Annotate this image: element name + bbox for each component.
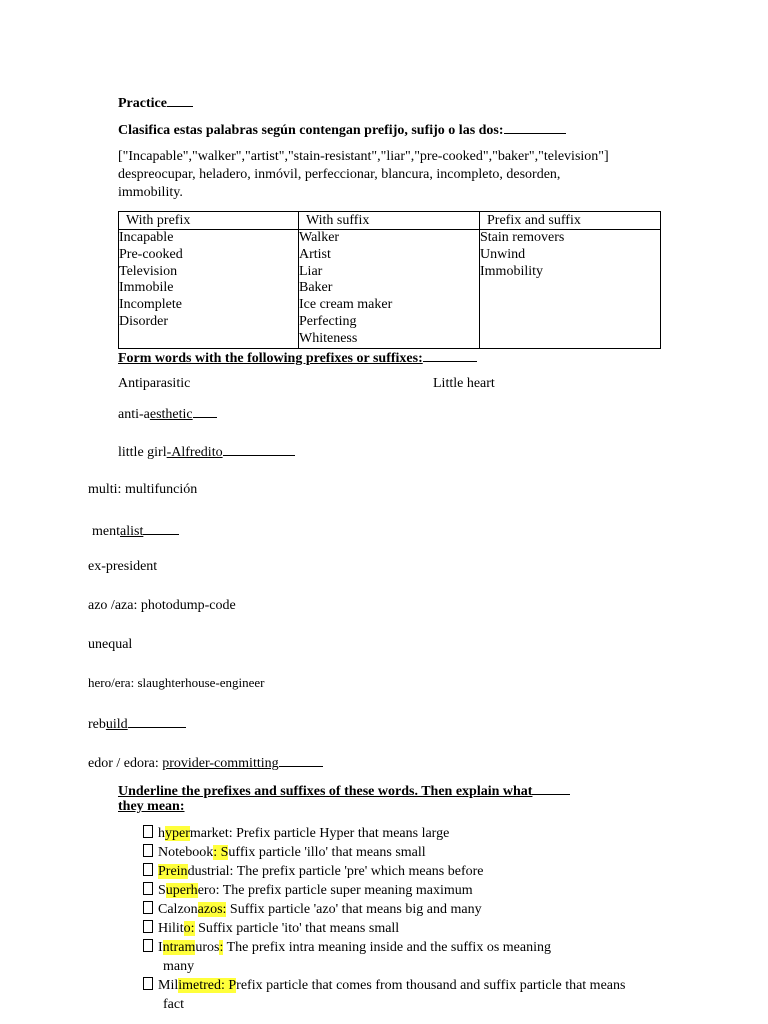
item-text: refix particle that comes from thousand and suffix particle that means [236,978,626,993]
list-item-continuation: fact [163,997,184,1012]
item-text: dustrial: The prefix particle 'pre' which means before [187,864,484,879]
form-ment [92,520,179,541]
anti-prefix-text: anti-a [118,407,150,422]
item-highlight: ntram [162,940,196,955]
header-with-suffix: With suffix [299,212,480,230]
instruction-classify [118,119,566,140]
instruction-underline-line-1 [118,780,570,801]
cell-with-prefix [119,230,299,349]
header-with-prefix: With prefix [119,212,299,230]
list-item [143,843,426,862]
item-text: market: Prefix particle Hyper that means large [189,826,450,841]
item-text: Mil [158,978,179,993]
list-item [143,900,482,919]
item-text: uros [195,940,220,955]
instruction-form-words [118,347,477,368]
item-highlight: imetred: P [178,978,237,993]
little-blank [223,441,295,456]
instruction-form-words-blank [423,347,477,362]
list-item [143,976,625,995]
instruction-underline-text-1: Underline the prefixes and suffixes of these words. Then explain what [118,784,533,799]
item-highlight: Prein [158,864,188,879]
form-ex: ex-president [88,559,158,574]
item-highlight: uperh [165,883,198,898]
table-header-row [119,212,661,230]
instruction-underline-line-2: they mean: [118,799,185,814]
checkbox-placeholder-icon [143,882,153,895]
list-item: Whiteness [299,330,358,346]
re-blank [128,713,186,728]
ment-blank [143,520,179,535]
word-little-heart: Little heart [433,376,495,391]
item-text: Suffix particle 'ito' that means small [194,921,400,936]
edor-blank [279,752,323,767]
list-item: Ice cream maker [299,297,393,313]
instruction-classify-blank [504,119,566,134]
list-item [143,862,484,881]
re-answer: uild [105,717,128,732]
checkbox-placeholder-icon [143,844,153,857]
item-text: Hilit [158,921,184,936]
little-prefix-text: little girl [118,445,167,460]
list-item [143,919,399,938]
checkbox-placeholder-icon [143,825,153,838]
list-item: Unwind [480,246,526,262]
little-answer: -Alfredito [166,445,223,460]
form-azo: azo /aza: photodump-code [88,598,236,613]
page-title [118,92,193,113]
item-text: Calzon [158,902,198,917]
re-prefix-text: reb [88,717,106,732]
list-item: Perfecting [299,313,357,329]
checkbox-placeholder-icon [143,863,153,876]
list-item: Walker [299,230,340,245]
list-item: Liar [299,263,323,279]
list-item: Pre-cooked [119,246,183,262]
list-item [143,938,551,957]
checkbox-placeholder-icon [143,920,153,933]
item-highlight: azos: [197,902,227,917]
header-prefix-and-suffix: Prefix and suffix [480,212,661,230]
list-item: Immobile [119,280,174,296]
list-item: Incapable [119,230,174,245]
word-list-line-2: despreocupar, heladero, inmóvil, perfeccionar, blancura, incompleto, desorden, [118,167,561,182]
list-item [143,824,449,843]
checkbox-placeholder-icon [143,939,153,952]
word-list-line-3: immobility. [118,185,183,200]
list-item: Baker [299,280,333,296]
form-anti [118,403,217,424]
list-item: Incomplete [119,297,182,313]
item-text: The prefix intra meaning inside and the suffix os meaning [223,940,551,955]
checkbox-placeholder-icon [143,977,153,990]
list-item [143,881,473,900]
form-unequal: unequal [88,637,133,652]
title-blank [167,92,193,107]
list-item-continuation: many [163,959,195,974]
item-highlight: : S [213,845,229,860]
instruction-classify-text: Clasifica estas palabras según contengan prefijo, sufijo o las dos: [118,123,504,138]
form-rebuild [88,713,186,734]
anti-answer: esthetic [149,407,193,422]
ment-answer: alist [120,524,144,539]
item-text: S [158,883,166,898]
form-hero: hero/era: slaughterhouse-engineer [88,675,265,690]
list-item: Television [119,263,178,279]
item-text: ero: The prefix particle super meaning maximum [197,883,473,898]
list-item: Artist [299,246,331,262]
edor-prefix-text: edor / edora: [88,756,163,771]
list-item: Immobility [480,263,543,279]
form-edor [88,752,323,773]
cell-with-suffix [299,230,480,349]
edor-answer: provider-committing [162,756,279,771]
list-item: Stain removers [480,230,565,245]
form-multi: multi: multifunción [88,482,198,497]
cell-prefix-and-suffix [480,230,661,349]
title-text: Practice [118,96,167,111]
form-little-girl [118,441,295,462]
item-text: Notebook [158,845,214,860]
list-item: Disorder [119,313,168,329]
word-antiparasitic: Antiparasitic [118,376,191,391]
instruction-underline-blank [532,780,570,795]
item-highlight: : [219,940,224,955]
item-text: I [158,940,163,955]
table-body-row [119,230,661,349]
anti-blank [193,403,217,418]
instruction-form-words-text: Form words with the following prefixes or suffixes: [118,351,423,366]
item-text: uffix particle 'illo' that means small [228,845,426,860]
ment-prefix-text: ment [92,524,120,539]
checkbox-placeholder-icon [143,901,153,914]
item-text: h [158,826,165,841]
word-list-line-1: ["Incapable","walker","artist","stain-resistant","liar","pre-cooked","baker","television"] [118,149,609,164]
classification-table [118,211,661,349]
item-highlight: yper [165,826,190,841]
item-text: Suffix particle 'azo' that means big and many [226,902,482,917]
item-highlight: o: [183,921,195,936]
